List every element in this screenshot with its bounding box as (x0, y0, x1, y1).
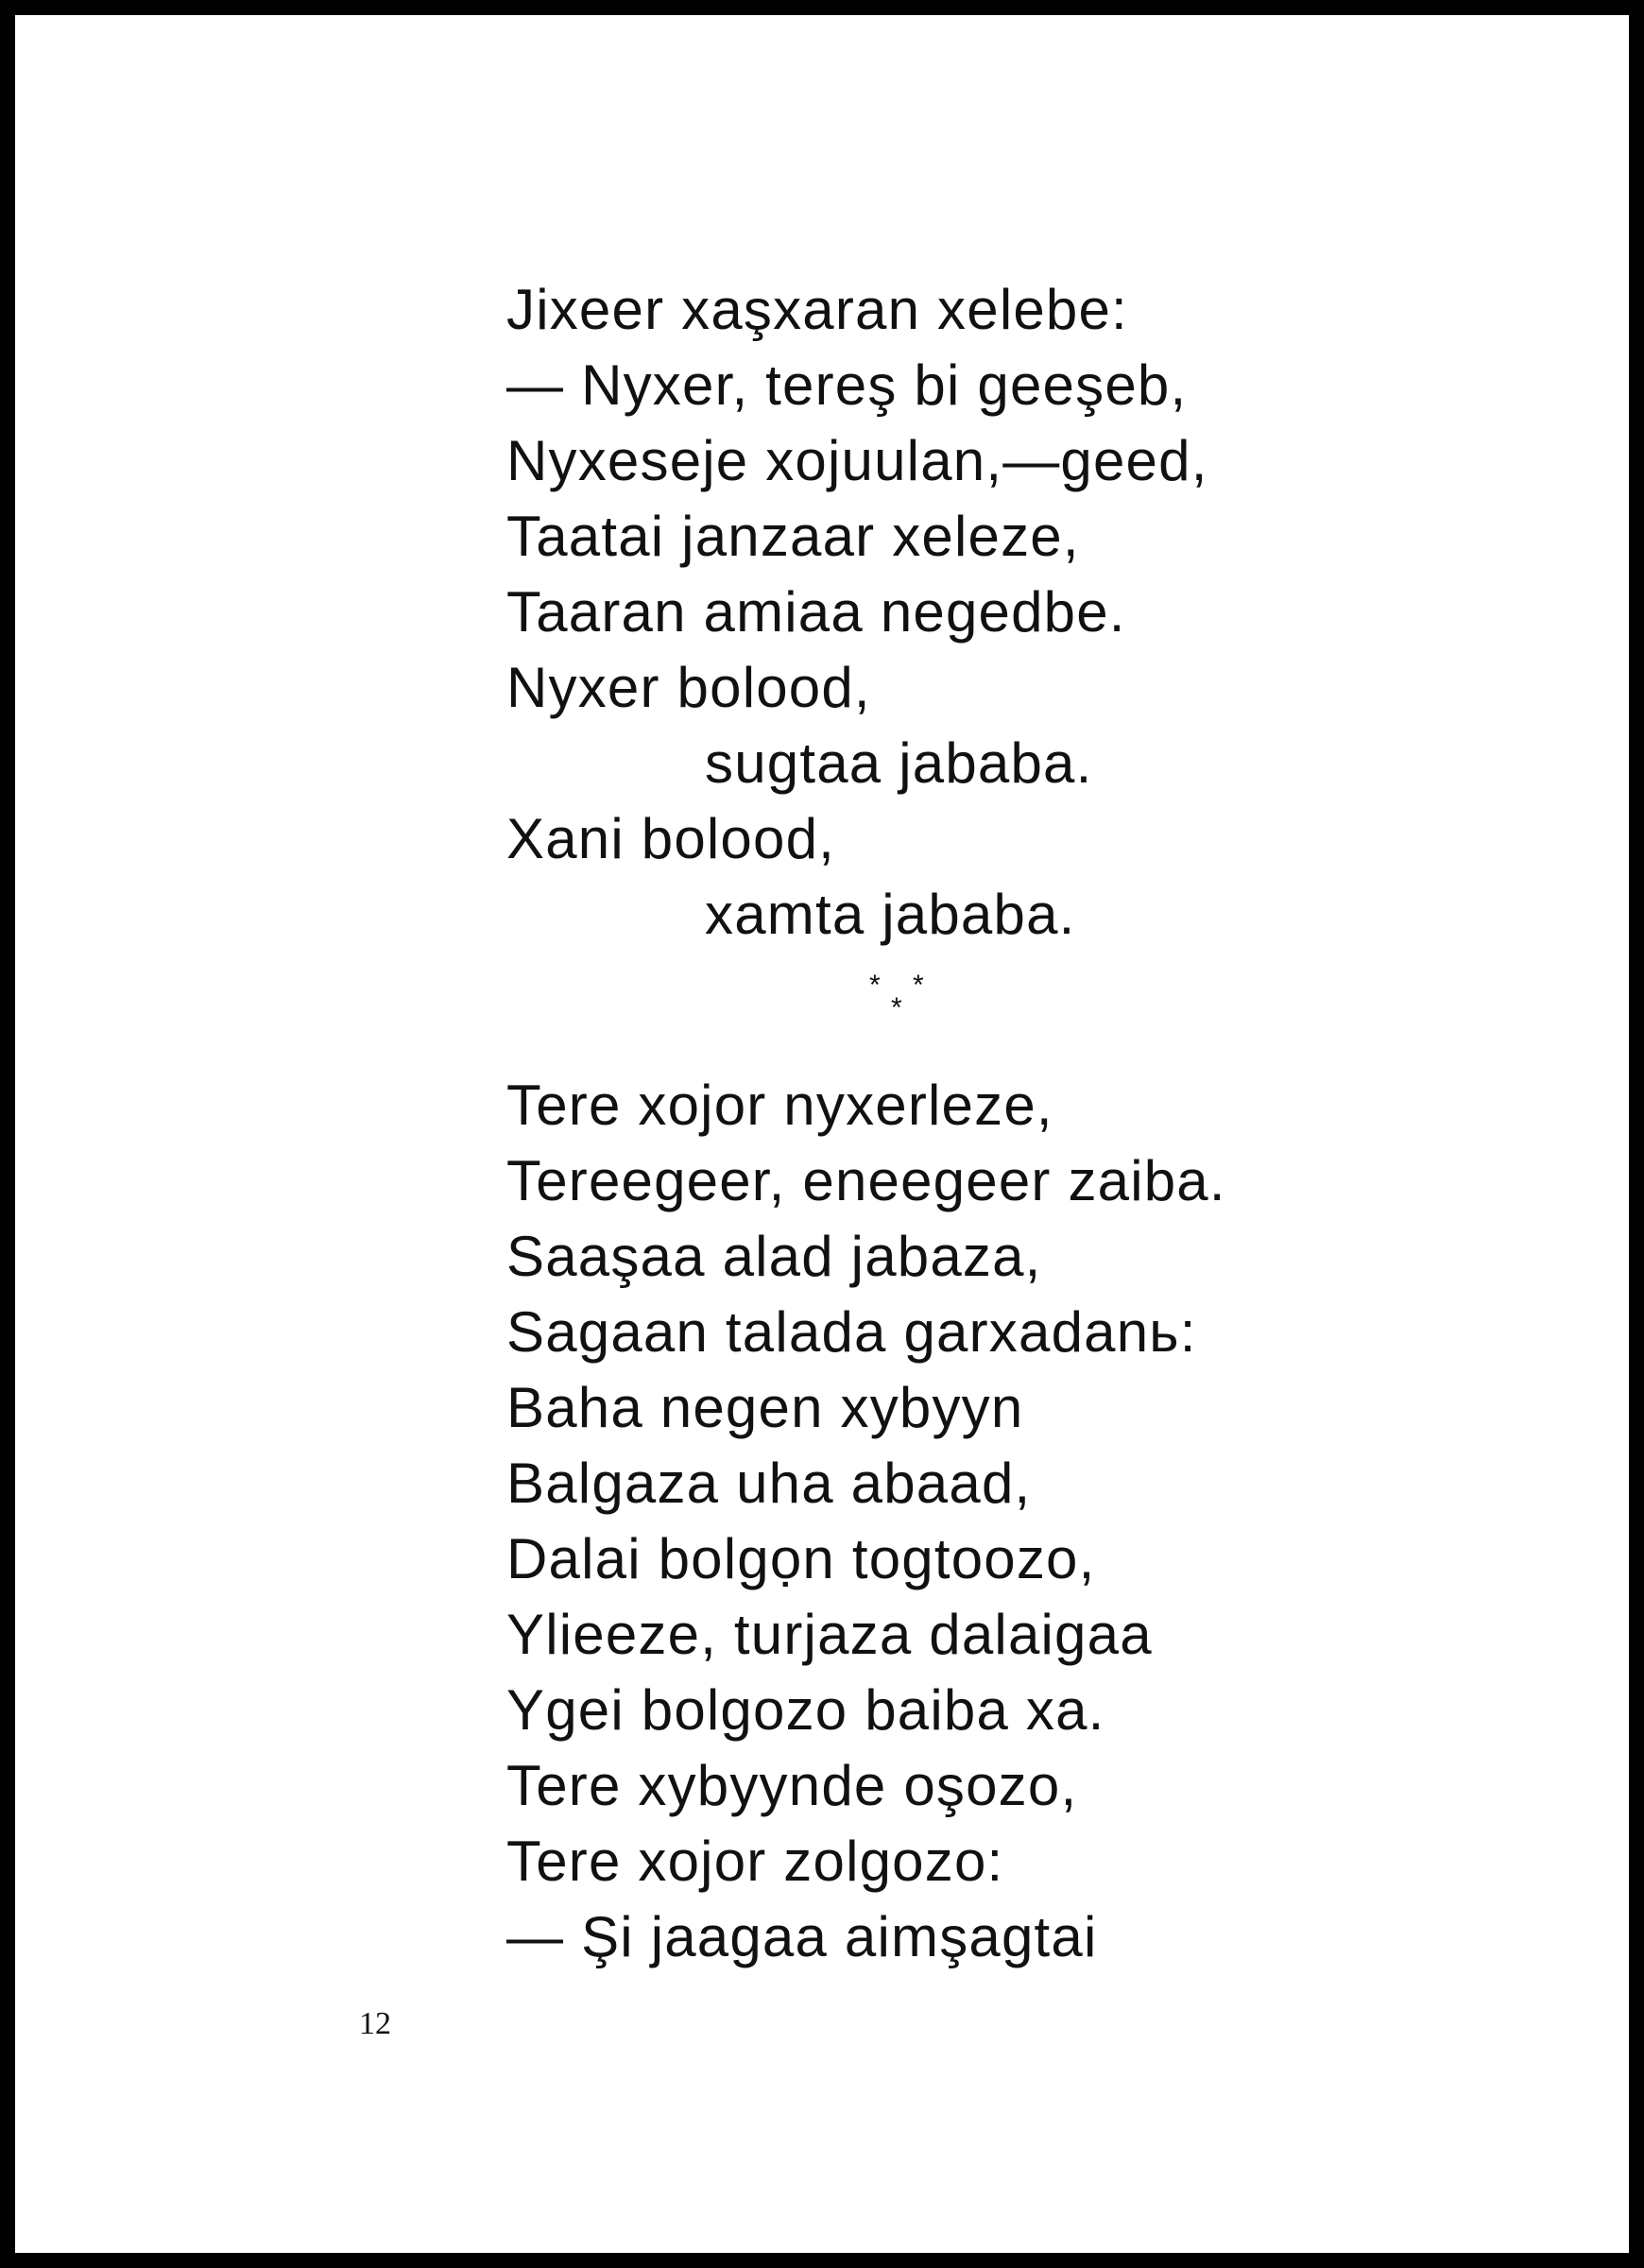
poem-line: Sagaan talada garxadanь: (506, 1300, 1197, 1364)
poem-line: Tereegeer, eneegeer zaiba. (506, 1149, 1226, 1212)
poem-line: Tere xojor nyxerleze, (506, 1074, 1053, 1137)
poem-line: Taaran amiaa negedbe. (506, 580, 1126, 644)
poem-line: Saaşaa alad jabaza, (506, 1225, 1042, 1288)
poem-line: Balgaza uha abaad, (506, 1452, 1032, 1515)
poem-line-indented: sugtaa jababa. (705, 731, 1093, 795)
poem-line: Ylieeze, turjaza dalaigaa (506, 1603, 1153, 1666)
poem-line: Nyxer bolood, (506, 656, 871, 719)
poem-line: Dalai bolgọn togtoozo, (506, 1527, 1096, 1590)
poem-line-indented: xamta jababa. (705, 883, 1076, 946)
page-number: 12 (359, 2006, 391, 2041)
poem-line: Baha negen xybyyn (506, 1376, 1024, 1439)
asterisk-icon: * (869, 970, 881, 1001)
poem-line: Xani bolood, (506, 807, 836, 870)
poem-body (506, 272, 1357, 1975)
poem-line: Ygei bolgozo baiba xa. (506, 1678, 1105, 1742)
asterism-separator (506, 953, 1357, 1068)
poem-line: Jixeer xaşxaran xelebe: (506, 278, 1128, 341)
poem-line: Tere xybyynde oşozo, (506, 1754, 1078, 1817)
poem-line: — Nyxer, tereş bi geeşeb, (506, 353, 1188, 417)
poem-line: — Şi jaagaa aimşagtai (506, 1905, 1098, 1968)
poem-line: Nyxeseje xojuulan,—geed, (506, 429, 1208, 492)
poem-line: Taatai janzaar xeleze, (506, 505, 1080, 568)
asterisk-icon: * (891, 992, 902, 1023)
asterisk-icon: * (913, 970, 924, 1001)
poem-line: Tere xojor zolgozo: (506, 1830, 1004, 1893)
